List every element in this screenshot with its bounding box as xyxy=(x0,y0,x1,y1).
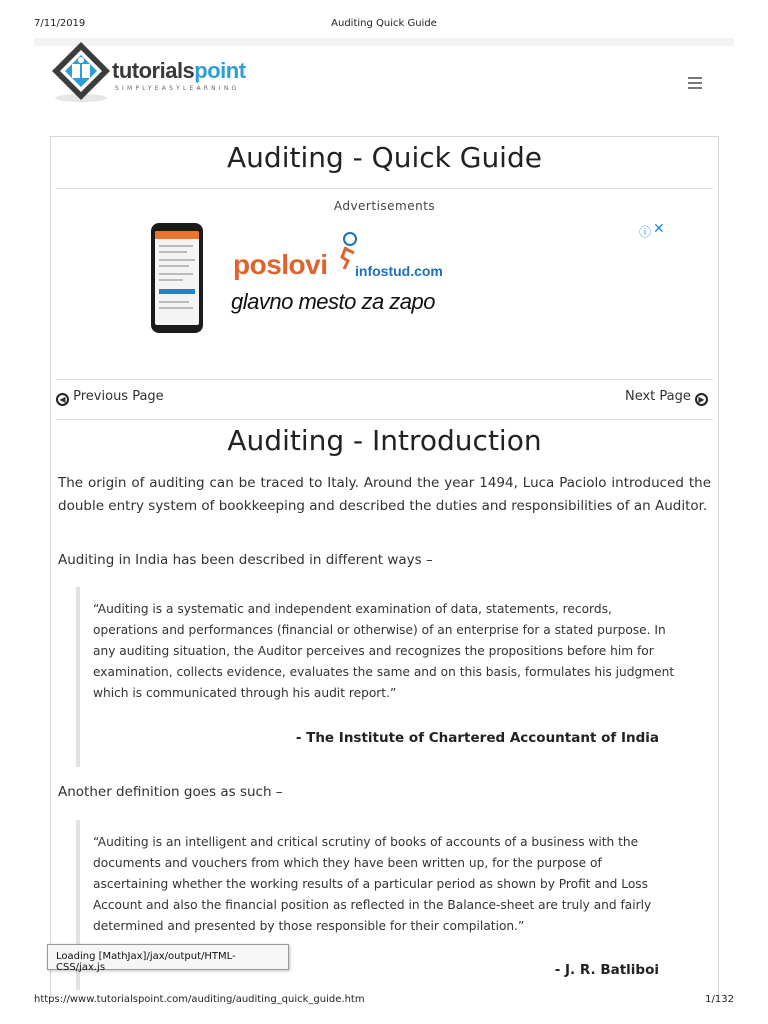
arrow-right-circle-icon: ▶ xyxy=(695,393,708,406)
logo-emblem-icon xyxy=(48,40,114,106)
ad-brand-domain: infostud.com xyxy=(355,263,443,279)
arrow-left-circle-icon: ◀ xyxy=(56,393,69,406)
logo-tagline: SIMPLYEASYLEARNING xyxy=(115,85,240,92)
ad-slogan: glavno mesto za zapo xyxy=(231,289,436,314)
advertisement[interactable] xyxy=(151,217,671,337)
paragraph: Another definition goes as such – xyxy=(58,784,283,800)
divider xyxy=(56,419,713,420)
next-page-link[interactable] xyxy=(625,389,708,406)
content-panel xyxy=(50,136,719,996)
print-title: Auditing Quick Guide xyxy=(331,18,437,29)
site-logo[interactable] xyxy=(48,40,288,106)
mathjax-loading-status: Loading [MathJax]/jax/output/HTML-CSS/jax.js xyxy=(47,944,289,970)
ad-info-icon[interactable]: ⓘ xyxy=(639,225,652,239)
logo-wordmark: tutorialspoint xyxy=(112,58,246,83)
intro-paragraph: The origin of auditing can be traced to Italy. Around the year 1494, Luca Paciolo introduced the double entry system of bookkeeping and described the duties and responsibilities of an Auditor. xyxy=(58,475,711,514)
quote-author: - J. R. Batliboi xyxy=(554,962,659,978)
ad-phone-image xyxy=(151,223,203,333)
divider xyxy=(56,188,713,189)
next-page-label: Next Page xyxy=(624,389,691,404)
paragraph: Auditing in India has been described in different ways – xyxy=(58,552,433,568)
section-heading: Auditing - Introduction xyxy=(227,424,542,457)
page-title: Auditing - Quick Guide xyxy=(227,141,542,174)
print-url: https://www.tutorialspoint.com/auditing/auditing_quick_guide.htm xyxy=(34,994,365,1005)
quote-author: - The Institute of Chartered Accountant of India xyxy=(295,730,659,746)
hamburger-menu-icon[interactable] xyxy=(688,77,702,91)
print-page-number: 1/132 xyxy=(705,994,734,1005)
previous-page-link[interactable] xyxy=(56,389,164,406)
print-date: 7/11/2019 xyxy=(34,18,86,29)
ad-close-icon[interactable]: ✕ xyxy=(653,221,665,237)
divider xyxy=(56,379,713,380)
quote-text: “Auditing is a systematic and independent examination of data, statements, records, operations and performances (financial or otherwise) of an enterprise for a stated purpose. In any auditing situation, the Auditor perceives and recognizes the propositions before him for examination, collects evidence, evaluates the same and on this basis, formulates his judgment which is communicated through his audit report.” xyxy=(93,602,675,700)
quote-text: “Auditing is an intelligent and critical scrutiny of books of accounts of a business with the documents and vouchers from which they have been written up, for the purpose of ascertaining whether the working results of a particular period as shown by Profit and Loss Account and also the financial position as reflected in the Balance-sheet are truly and fairly determined and presented by those responsible for their compilation.” xyxy=(93,835,652,933)
print-header xyxy=(0,18,768,32)
ad-brand: poslovi xyxy=(233,249,328,280)
previous-page-label: Previous Page xyxy=(73,389,164,404)
ad-label: Advertisements xyxy=(333,199,436,213)
